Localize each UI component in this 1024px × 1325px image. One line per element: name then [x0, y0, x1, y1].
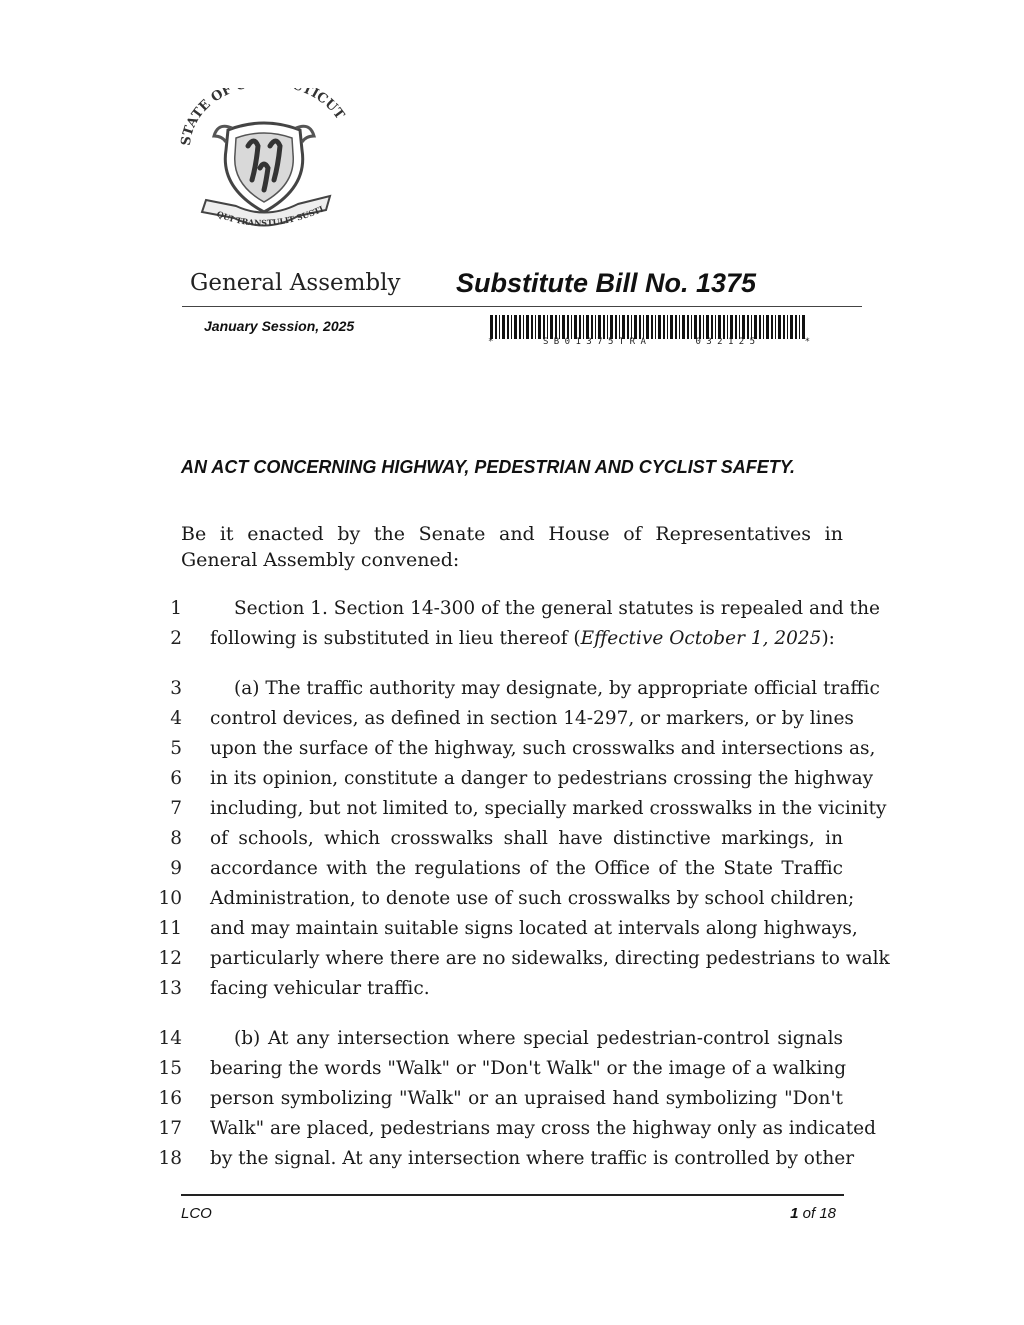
- barcode-image: [490, 315, 808, 339]
- barcode-bar: [766, 315, 769, 339]
- barcode-caption-part: 0 3 2 1 2 5: [695, 337, 756, 347]
- barcode-bar: [643, 315, 644, 339]
- barcode-bar: [787, 315, 788, 339]
- footer-divider: [181, 1194, 844, 1196]
- barcode-bar: [687, 315, 689, 339]
- barcode-bar: [499, 315, 500, 339]
- barcode-bar: [771, 315, 773, 339]
- bill-line: [150, 734, 876, 764]
- barcode-bar: [547, 315, 548, 339]
- line-text: accordance with the regulations of the Office of the State Traffic: [210, 858, 843, 879]
- line-number: 4: [170, 708, 182, 729]
- barcode-bar: [583, 315, 584, 339]
- barcode-bar: [586, 315, 589, 339]
- barcode-bar: [615, 315, 617, 339]
- barcode-bar: [667, 315, 668, 339]
- barcode-bar: [703, 315, 704, 339]
- barcode-bar: [778, 315, 781, 339]
- line-text: Section 1. Section 14-300 of the general statutes is repealed and the: [234, 598, 880, 619]
- line-number: 7: [170, 798, 182, 819]
- line-number: 17: [158, 1118, 182, 1139]
- barcode-bar: [619, 315, 620, 339]
- bill-line: [150, 824, 850, 854]
- barcode-bar: [559, 315, 560, 339]
- line-text: in its opinion, constitute a danger to pedestrians crossing the highway: [210, 768, 874, 789]
- barcode-bar: [639, 315, 641, 339]
- barcode-bar: [670, 315, 673, 339]
- barcode-bar: [802, 315, 805, 339]
- line-text: person symbolizing "Walk" or an upraised hand symbolizing "Don't: [210, 1088, 843, 1109]
- barcode-bar: [655, 315, 656, 339]
- barcode-bar: [622, 315, 625, 339]
- line-number: 16: [158, 1088, 182, 1109]
- barcode-bar: [651, 315, 653, 339]
- barcode-bar: [634, 315, 637, 339]
- line-number: 1: [170, 598, 182, 619]
- line-number: 5: [170, 738, 182, 759]
- bill-line: [150, 1054, 850, 1084]
- barcode-bar: [694, 315, 697, 339]
- barcode-bar: [490, 315, 493, 339]
- barcode-caption-part: *: [488, 337, 494, 347]
- barcode-bar: [751, 315, 752, 339]
- barcode-bar: [523, 315, 524, 339]
- barcode-caption-part: *: [804, 337, 810, 347]
- page-number: 1: [790, 1205, 799, 1222]
- barcode-bar: [795, 315, 797, 339]
- barcode-bar: [574, 315, 577, 339]
- bill-line: [150, 914, 858, 944]
- barcode-bar: [763, 315, 764, 339]
- bill-line: [150, 1024, 850, 1054]
- barcode-bar: [675, 315, 677, 339]
- barcode-bar: [739, 315, 740, 339]
- svg-text:QUI TRANSTULIT SUSTINET: QUI TRANSTULIT SUSTI: [215, 203, 325, 228]
- line-text: and may maintain suitable signs located at intervals along highways,: [210, 918, 858, 939]
- barcode-bar: [607, 315, 608, 339]
- barcode-bar: [679, 315, 680, 339]
- general-assembly-label: General Assembly: [190, 270, 401, 296]
- session-label: January Session, 2025: [204, 318, 355, 334]
- bill-line: [150, 594, 880, 624]
- bill-title: Substitute Bill No. 1375: [456, 268, 757, 298]
- effective-date: Effective October 1, 2025: [580, 628, 822, 649]
- line-text: of schools, which crosswalks shall have distinctive markings, in: [210, 828, 843, 849]
- line-number: 18: [158, 1148, 182, 1169]
- barcode-bar: [603, 315, 605, 339]
- line-number: 6: [170, 768, 182, 789]
- bill-line: [150, 764, 874, 794]
- barcode-bar: [526, 315, 529, 339]
- barcode-bar: [775, 315, 776, 339]
- page-indicator: [790, 1205, 836, 1222]
- barcode-bar: [783, 315, 785, 339]
- barcode-bar: [579, 315, 581, 339]
- line-number: 12: [158, 948, 182, 969]
- line-text: Walk" are placed, pedestrians may cross the highway only as indicated: [210, 1118, 876, 1139]
- barcode-bar: [567, 315, 569, 339]
- barcode-bar: [519, 315, 521, 339]
- barcode-bar: [735, 315, 737, 339]
- barcode-bar: [538, 315, 541, 339]
- line-text-pre: following is substituted in lieu thereof (: [210, 628, 581, 649]
- barcode-bar: [535, 315, 536, 339]
- barcode-bar: [550, 315, 553, 339]
- barcode-bar: [706, 315, 709, 339]
- barcode-bar: [691, 315, 692, 339]
- barcode-bar: [718, 315, 721, 339]
- barcode-bar: [727, 315, 728, 339]
- barcode-bar: [730, 315, 733, 339]
- line-text: (a) The traffic authority may designate, by appropriate official traffic: [234, 678, 880, 699]
- bill-line: [150, 1144, 855, 1174]
- bill-line: [150, 794, 887, 824]
- line-number: 8: [170, 828, 182, 849]
- bill-line: [150, 974, 850, 1004]
- barcode-bar: [646, 315, 649, 339]
- line-number: 10: [158, 888, 182, 909]
- barcode-bar: [598, 315, 601, 339]
- barcode-bar: [742, 315, 745, 339]
- bill-line: [150, 1084, 850, 1114]
- line-number: 2: [170, 628, 182, 649]
- line-number: 15: [158, 1058, 182, 1079]
- enacting-clause: Be it enacted by the Senate and House of Representatives in General Assembly convened:: [181, 523, 843, 571]
- barcode-bar: [711, 315, 713, 339]
- line-number: 9: [170, 858, 182, 879]
- barcode-bar: [514, 315, 517, 339]
- barcode-bar: [663, 315, 665, 339]
- bill-line: [150, 1114, 876, 1144]
- barcode-caption: [488, 337, 810, 347]
- barcode-bar: [627, 315, 629, 339]
- line-text: control devices, as defined in section 14-297, or markers, or by lines: [210, 708, 854, 729]
- line-text: (b) At any intersection where special pedestrian-control signals: [234, 1028, 843, 1049]
- bill-line: [150, 624, 850, 654]
- barcode-bar: [759, 315, 761, 339]
- line-number: 11: [158, 918, 182, 939]
- line-text-post: ):: [821, 628, 835, 649]
- line-text: facing vehicular traffic.: [210, 978, 430, 999]
- barcode-bar: [715, 315, 716, 339]
- barcode-bar: [502, 315, 505, 339]
- barcode-caption-part: S B 0 1 3 7 5 T R A: [542, 337, 646, 347]
- barcode-bar: [790, 315, 793, 339]
- barcode-bar: [682, 315, 685, 339]
- barcode-bar: [543, 315, 545, 339]
- bill-line: [150, 854, 850, 884]
- line-number: 14: [158, 1028, 182, 1049]
- barcode-bar: [591, 315, 593, 339]
- line-text: bearing the words "Walk" or "Don't Walk" or the image of a walking: [210, 1058, 847, 1079]
- barcode-bar: [595, 315, 596, 339]
- barcode-bar: [531, 315, 533, 339]
- barcode-bar: [631, 315, 632, 339]
- act-title: AN ACT CONCERNING HIGHWAY, PEDESTRIAN AND CYCLIST SAFETY.: [181, 457, 796, 477]
- barcode-bar: [555, 315, 557, 339]
- page-total: of 18: [798, 1205, 836, 1222]
- bill-line: [150, 674, 880, 704]
- barcode-bar: [507, 315, 509, 339]
- bill-line: [150, 944, 890, 974]
- bill-body: [150, 594, 890, 1174]
- svg-text:STATE OF CONNECTICUT: STATE OF TICUT: [178, 88, 347, 147]
- bill-line: [150, 704, 854, 734]
- barcode-bar: [511, 315, 512, 339]
- line-text: by the signal. At any intersection where traffic is controlled by other: [210, 1148, 855, 1169]
- barcode-bar: [799, 315, 800, 339]
- header-divider: [182, 306, 862, 307]
- line-text: upon the surface of the highway, such crosswalks and intersections as,: [210, 738, 876, 759]
- barcode-bar: [571, 315, 572, 339]
- barcode-bar: [610, 315, 613, 339]
- barcode-bar: [754, 315, 757, 339]
- line-text: including, but not limited to, specially marked crosswalks in the vicinity: [210, 798, 887, 819]
- barcode-bar: [699, 315, 701, 339]
- barcode-bar: [562, 315, 565, 339]
- line-text: [210, 624, 843, 654]
- line-text: Administration, to denote use of such crosswalks by school children;: [210, 888, 855, 909]
- state-seal-logo: [176, 88, 352, 248]
- barcode-bar: [747, 315, 749, 339]
- footer-lco: LCO: [181, 1205, 212, 1222]
- barcode-bar: [495, 315, 497, 339]
- barcode-bar: [658, 315, 661, 339]
- barcode-bar: [723, 315, 725, 339]
- line-number: 3: [170, 678, 182, 699]
- line-number: 13: [158, 978, 182, 999]
- line-text: particularly where there are no sidewalks, directing pedestrians to walk: [210, 948, 890, 969]
- bill-line: [150, 884, 855, 914]
